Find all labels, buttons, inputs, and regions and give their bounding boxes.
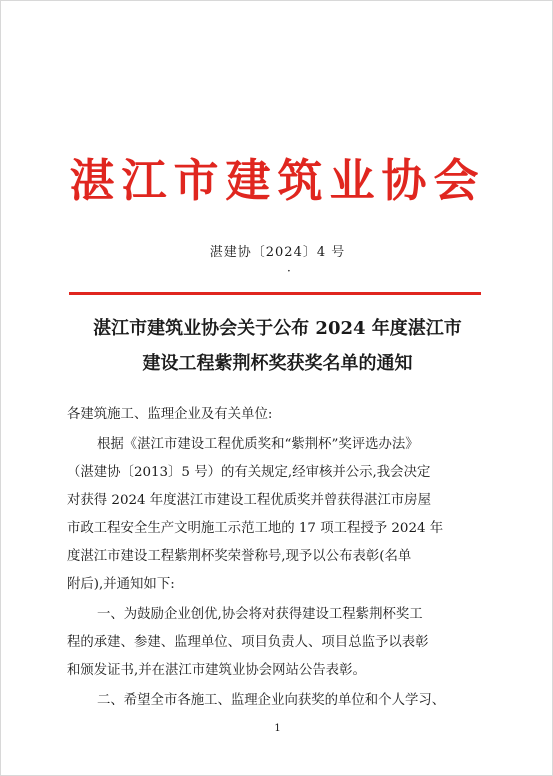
notice-title-line-2: 建设工程紫荆杯奖获奖名单的通知 <box>142 353 413 374</box>
paragraph-1-line: （湛建协〔2013〕5 号）的有关规定,经审核并公示,我会决定 <box>67 465 431 480</box>
red-divider-line <box>69 292 481 295</box>
paragraph-1-line: 度湛江市建设工程紫荆杯奖荣誉称号,现予以公布表彰(名单 <box>67 549 412 564</box>
document-number: 湛建协〔2024〕4 号 <box>209 245 346 260</box>
paragraph-1-line: 根据《湛江市建设工程优质奖和“紫荆杯”奖评选办法》 <box>97 437 419 452</box>
notice-title-line-1: 湛江市建筑业协会关于公布 2024 年度湛江市 <box>93 318 462 339</box>
salutation: 各建筑施工、监理企业及有关单位: <box>67 407 273 422</box>
page-number: 1 <box>274 723 281 734</box>
paragraph-1-line: 对获得 2024 年度湛江市建设工程优质奖并曾获得湛江市房屋 <box>67 493 431 508</box>
paragraph-3-line: 二、希望全市各施工、监理企业向获奖的单位和个人学习、 <box>97 693 446 708</box>
paragraph-1-line: 市政工程安全生产文明施工示范工地的 17 项工程授予 2024 年 <box>67 521 444 536</box>
dot-mark: · <box>287 264 291 278</box>
organization-title: 湛江市建筑业协会 <box>69 154 486 207</box>
paragraph-2-line: 一、为鼓励企业创优,协会将对获得建设工程紫荆杯奖工 <box>97 607 423 622</box>
paragraph-2-line: 程的承建、参建、监理单位、项目负责人、项目总监予以表彰 <box>67 635 429 650</box>
paragraph-2-line: 和颁发证书,并在湛江市建筑业协会网站公告表彰。 <box>67 663 366 678</box>
paragraph-1-line: 附后),并通知如下: <box>67 577 175 592</box>
